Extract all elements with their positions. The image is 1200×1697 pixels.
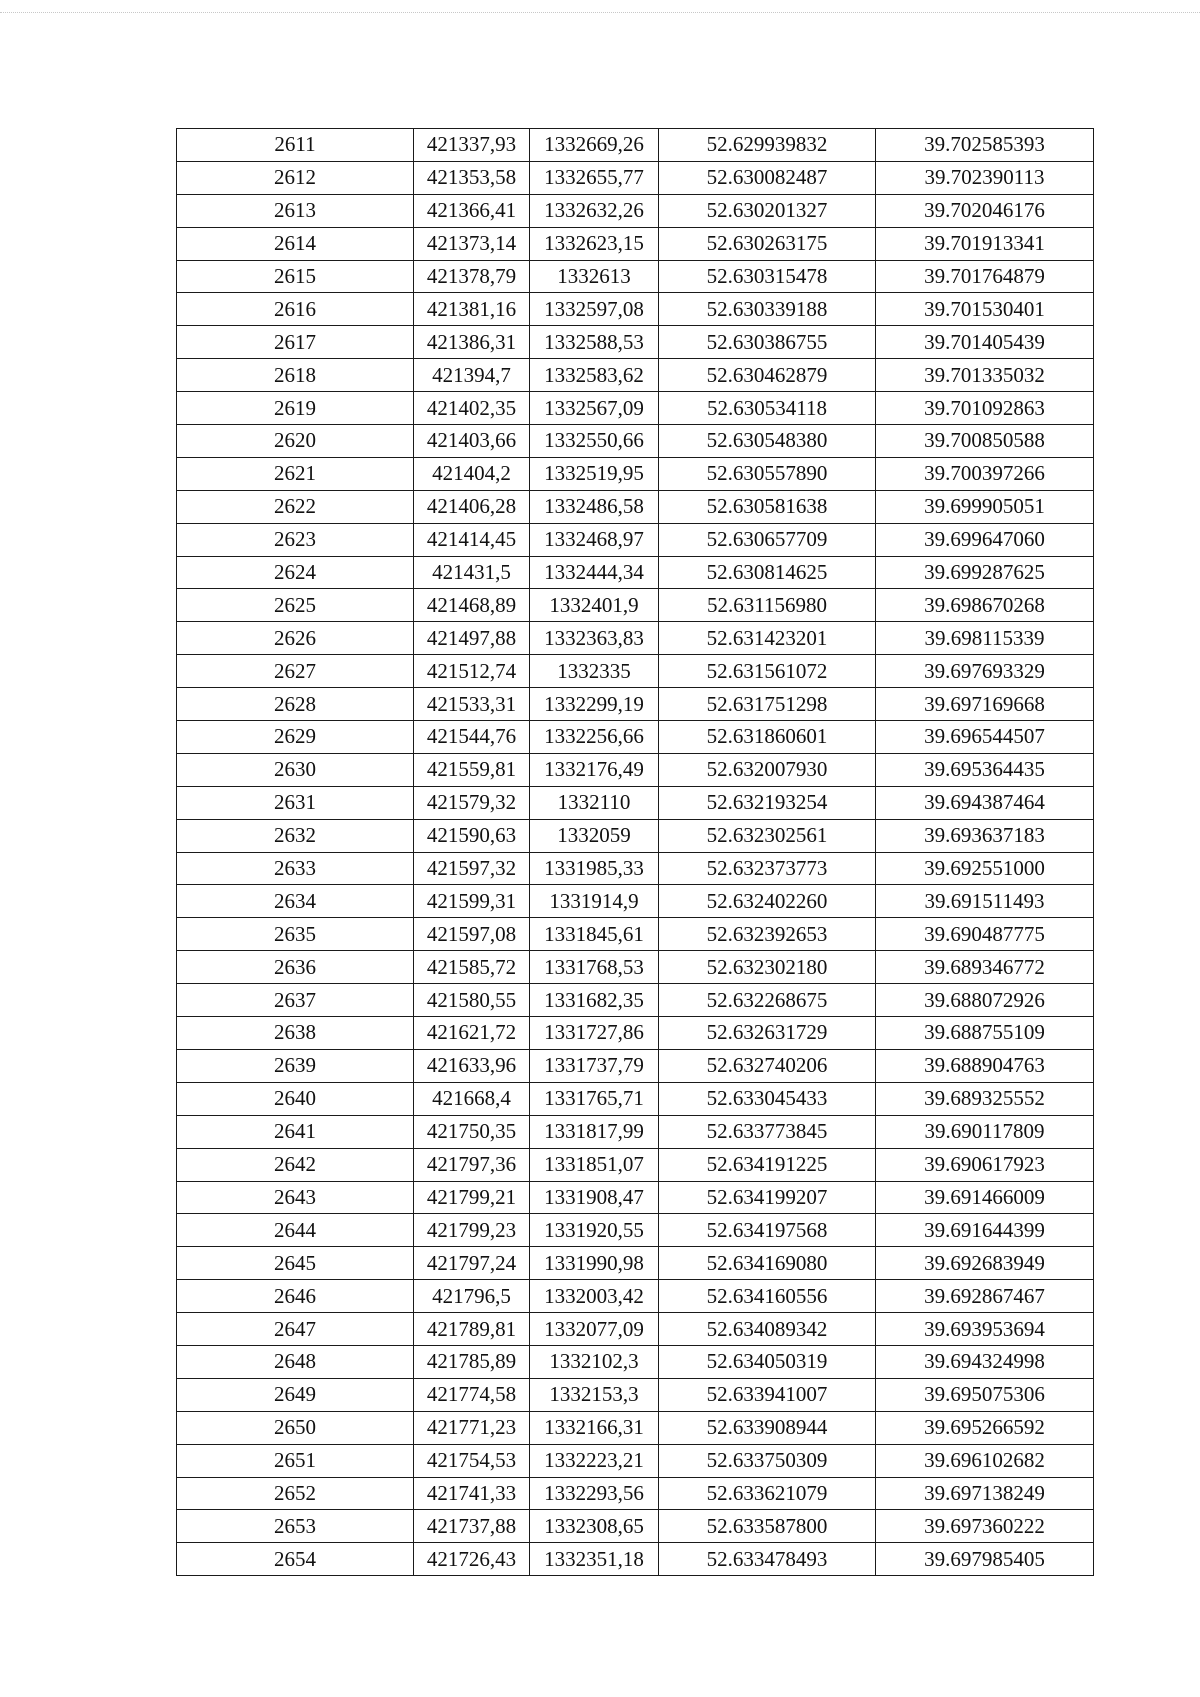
x-coordinate-cell: 421394,7	[414, 359, 530, 392]
latitude-cell: 52.634169080	[659, 1247, 876, 1280]
point-number-cell: 2645	[177, 1247, 414, 1280]
longitude-cell: 39.694324998	[876, 1345, 1094, 1378]
x-coordinate-cell: 421366,41	[414, 194, 530, 227]
latitude-cell: 52.632302561	[659, 819, 876, 852]
point-number-cell: 2647	[177, 1313, 414, 1346]
longitude-cell: 39.688072926	[876, 984, 1094, 1017]
y-coordinate-cell: 1332655,77	[530, 161, 659, 194]
table-row	[177, 457, 1094, 490]
point-number-cell: 2628	[177, 688, 414, 721]
table-row	[177, 589, 1094, 622]
point-number-cell: 2615	[177, 260, 414, 293]
longitude-cell: 39.702585393	[876, 129, 1094, 162]
point-number-cell: 2614	[177, 227, 414, 260]
point-number-cell: 2631	[177, 786, 414, 819]
coordinates-table	[176, 128, 1094, 1576]
table-row	[177, 1214, 1094, 1247]
table-row	[177, 1181, 1094, 1214]
y-coordinate-cell: 1332351,18	[530, 1543, 659, 1576]
table-row	[177, 1148, 1094, 1181]
longitude-cell: 39.701335032	[876, 359, 1094, 392]
latitude-cell: 52.633908944	[659, 1411, 876, 1444]
table-row	[177, 523, 1094, 556]
x-coordinate-cell: 421741,33	[414, 1477, 530, 1510]
table-row	[177, 392, 1094, 425]
latitude-cell: 52.634191225	[659, 1148, 876, 1181]
table-row	[177, 161, 1094, 194]
point-number-cell: 2618	[177, 359, 414, 392]
latitude-cell: 52.633621079	[659, 1477, 876, 1510]
latitude-cell: 52.633587800	[659, 1510, 876, 1543]
x-coordinate-cell: 421533,31	[414, 688, 530, 721]
latitude-cell: 52.631423201	[659, 622, 876, 655]
latitude-cell: 52.630581638	[659, 490, 876, 523]
y-coordinate-cell: 1332486,58	[530, 490, 659, 523]
y-coordinate-cell: 1331845,61	[530, 918, 659, 951]
table-row	[177, 129, 1094, 162]
point-number-cell: 2636	[177, 951, 414, 984]
y-coordinate-cell: 1331920,55	[530, 1214, 659, 1247]
x-coordinate-cell: 421597,32	[414, 852, 530, 885]
x-coordinate-cell: 421585,72	[414, 951, 530, 984]
y-coordinate-cell: 1332444,34	[530, 556, 659, 589]
y-coordinate-cell: 1332468,97	[530, 523, 659, 556]
point-number-cell: 2644	[177, 1214, 414, 1247]
longitude-cell: 39.691644399	[876, 1214, 1094, 1247]
table-row	[177, 1378, 1094, 1411]
point-number-cell: 2627	[177, 655, 414, 688]
latitude-cell: 52.634089342	[659, 1313, 876, 1346]
point-number-cell: 2620	[177, 425, 414, 458]
longitude-cell: 39.691511493	[876, 885, 1094, 918]
table-row	[177, 1411, 1094, 1444]
latitude-cell: 52.630315478	[659, 260, 876, 293]
table-row	[177, 1082, 1094, 1115]
table-row	[177, 227, 1094, 260]
point-number-cell: 2630	[177, 753, 414, 786]
table-row	[177, 359, 1094, 392]
longitude-cell: 39.701405439	[876, 326, 1094, 359]
x-coordinate-cell: 421512,74	[414, 655, 530, 688]
x-coordinate-cell: 421353,58	[414, 161, 530, 194]
x-coordinate-cell: 421774,58	[414, 1378, 530, 1411]
latitude-cell: 52.630557890	[659, 457, 876, 490]
longitude-cell: 39.691466009	[876, 1181, 1094, 1214]
top-dotted-rule	[0, 12, 1200, 13]
y-coordinate-cell: 1332623,15	[530, 227, 659, 260]
point-number-cell: 2612	[177, 161, 414, 194]
y-coordinate-cell: 1332077,09	[530, 1313, 659, 1346]
table-row	[177, 918, 1094, 951]
point-number-cell: 2640	[177, 1082, 414, 1115]
x-coordinate-cell: 421799,23	[414, 1214, 530, 1247]
point-number-cell: 2649	[177, 1378, 414, 1411]
latitude-cell: 52.631860601	[659, 721, 876, 754]
table-row	[177, 819, 1094, 852]
y-coordinate-cell: 1332669,26	[530, 129, 659, 162]
table-row	[177, 1247, 1094, 1280]
point-number-cell: 2643	[177, 1181, 414, 1214]
longitude-cell: 39.697693329	[876, 655, 1094, 688]
table-row	[177, 655, 1094, 688]
longitude-cell: 39.692867467	[876, 1280, 1094, 1313]
longitude-cell: 39.700397266	[876, 457, 1094, 490]
longitude-cell: 39.700850588	[876, 425, 1094, 458]
longitude-cell: 39.694387464	[876, 786, 1094, 819]
longitude-cell: 39.696102682	[876, 1444, 1094, 1477]
x-coordinate-cell: 421406,28	[414, 490, 530, 523]
point-number-cell: 2633	[177, 852, 414, 885]
x-coordinate-cell: 421590,63	[414, 819, 530, 852]
longitude-cell: 39.688904763	[876, 1049, 1094, 1082]
y-coordinate-cell: 1332059	[530, 819, 659, 852]
x-coordinate-cell: 421378,79	[414, 260, 530, 293]
table-row	[177, 786, 1094, 819]
latitude-cell: 52.630548380	[659, 425, 876, 458]
point-number-cell: 2626	[177, 622, 414, 655]
y-coordinate-cell: 1332110	[530, 786, 659, 819]
table-row	[177, 721, 1094, 754]
point-number-cell: 2634	[177, 885, 414, 918]
latitude-cell: 52.630534118	[659, 392, 876, 425]
y-coordinate-cell: 1331985,33	[530, 852, 659, 885]
latitude-cell: 52.634199207	[659, 1181, 876, 1214]
longitude-cell: 39.693637183	[876, 819, 1094, 852]
table-row	[177, 852, 1094, 885]
point-number-cell: 2639	[177, 1049, 414, 1082]
point-number-cell: 2622	[177, 490, 414, 523]
point-number-cell: 2653	[177, 1510, 414, 1543]
latitude-cell: 52.633941007	[659, 1378, 876, 1411]
longitude-cell: 39.702390113	[876, 161, 1094, 194]
x-coordinate-cell: 421402,35	[414, 392, 530, 425]
table-row	[177, 885, 1094, 918]
longitude-cell: 39.701092863	[876, 392, 1094, 425]
y-coordinate-cell: 1332003,42	[530, 1280, 659, 1313]
y-coordinate-cell: 1331817,99	[530, 1115, 659, 1148]
x-coordinate-cell: 421789,81	[414, 1313, 530, 1346]
point-number-cell: 2648	[177, 1345, 414, 1378]
table-row	[177, 326, 1094, 359]
y-coordinate-cell: 1331914,9	[530, 885, 659, 918]
point-number-cell: 2638	[177, 1017, 414, 1050]
point-number-cell: 2629	[177, 721, 414, 754]
x-coordinate-cell: 421381,16	[414, 293, 530, 326]
table-row	[177, 1345, 1094, 1378]
x-coordinate-cell: 421771,23	[414, 1411, 530, 1444]
y-coordinate-cell: 1332567,09	[530, 392, 659, 425]
x-coordinate-cell: 421726,43	[414, 1543, 530, 1576]
longitude-cell: 39.692683949	[876, 1247, 1094, 1280]
longitude-cell: 39.693953694	[876, 1313, 1094, 1346]
latitude-cell: 52.632193254	[659, 786, 876, 819]
table-row	[177, 984, 1094, 1017]
longitude-cell: 39.695364435	[876, 753, 1094, 786]
x-coordinate-cell: 421580,55	[414, 984, 530, 1017]
longitude-cell: 39.699287625	[876, 556, 1094, 589]
x-coordinate-cell: 421337,93	[414, 129, 530, 162]
latitude-cell: 52.630657709	[659, 523, 876, 556]
y-coordinate-cell: 1332299,19	[530, 688, 659, 721]
latitude-cell: 52.630201327	[659, 194, 876, 227]
point-number-cell: 2623	[177, 523, 414, 556]
x-coordinate-cell: 421797,24	[414, 1247, 530, 1280]
table-row	[177, 622, 1094, 655]
table-row	[177, 753, 1094, 786]
latitude-cell: 52.632402260	[659, 885, 876, 918]
table-row	[177, 556, 1094, 589]
y-coordinate-cell: 1331727,86	[530, 1017, 659, 1050]
point-number-cell: 2619	[177, 392, 414, 425]
latitude-cell: 52.630386755	[659, 326, 876, 359]
x-coordinate-cell: 421799,21	[414, 1181, 530, 1214]
longitude-cell: 39.701913341	[876, 227, 1094, 260]
longitude-cell: 39.695075306	[876, 1378, 1094, 1411]
y-coordinate-cell: 1332519,95	[530, 457, 659, 490]
point-number-cell: 2613	[177, 194, 414, 227]
point-number-cell: 2654	[177, 1543, 414, 1576]
point-number-cell: 2637	[177, 984, 414, 1017]
y-coordinate-cell: 1331768,53	[530, 951, 659, 984]
x-coordinate-cell: 421599,31	[414, 885, 530, 918]
table-row	[177, 1444, 1094, 1477]
y-coordinate-cell: 1331765,71	[530, 1082, 659, 1115]
table-row	[177, 1017, 1094, 1050]
latitude-cell: 52.630263175	[659, 227, 876, 260]
x-coordinate-cell: 421431,5	[414, 556, 530, 589]
point-number-cell: 2641	[177, 1115, 414, 1148]
y-coordinate-cell: 1331851,07	[530, 1148, 659, 1181]
point-number-cell: 2624	[177, 556, 414, 589]
point-number-cell: 2611	[177, 129, 414, 162]
point-number-cell: 2635	[177, 918, 414, 951]
longitude-cell: 39.699905051	[876, 490, 1094, 523]
point-number-cell: 2617	[177, 326, 414, 359]
y-coordinate-cell: 1332597,08	[530, 293, 659, 326]
table-row	[177, 490, 1094, 523]
y-coordinate-cell: 1332583,62	[530, 359, 659, 392]
x-coordinate-cell: 421559,81	[414, 753, 530, 786]
longitude-cell: 39.697360222	[876, 1510, 1094, 1543]
x-coordinate-cell: 421386,31	[414, 326, 530, 359]
x-coordinate-cell: 421785,89	[414, 1345, 530, 1378]
x-coordinate-cell: 421544,76	[414, 721, 530, 754]
latitude-cell: 52.634160556	[659, 1280, 876, 1313]
y-coordinate-cell: 1332176,49	[530, 753, 659, 786]
point-number-cell: 2621	[177, 457, 414, 490]
longitude-cell: 39.689346772	[876, 951, 1094, 984]
y-coordinate-cell: 1332401,9	[530, 589, 659, 622]
table-row	[177, 293, 1094, 326]
longitude-cell: 39.690117809	[876, 1115, 1094, 1148]
table-row	[177, 1543, 1094, 1576]
latitude-cell: 52.632373773	[659, 852, 876, 885]
y-coordinate-cell: 1332293,56	[530, 1477, 659, 1510]
table-row	[177, 1313, 1094, 1346]
longitude-cell: 39.695266592	[876, 1411, 1094, 1444]
longitude-cell: 39.690487775	[876, 918, 1094, 951]
y-coordinate-cell: 1332153,3	[530, 1378, 659, 1411]
coordinates-table-body	[177, 129, 1094, 1576]
table-row	[177, 1115, 1094, 1148]
y-coordinate-cell: 1332256,66	[530, 721, 659, 754]
x-coordinate-cell: 421403,66	[414, 425, 530, 458]
longitude-cell: 39.697985405	[876, 1543, 1094, 1576]
point-number-cell: 2642	[177, 1148, 414, 1181]
table-row	[177, 1049, 1094, 1082]
y-coordinate-cell: 1331908,47	[530, 1181, 659, 1214]
y-coordinate-cell: 1331737,79	[530, 1049, 659, 1082]
x-coordinate-cell: 421754,53	[414, 1444, 530, 1477]
latitude-cell: 52.633478493	[659, 1543, 876, 1576]
point-number-cell: 2632	[177, 819, 414, 852]
latitude-cell: 52.630462879	[659, 359, 876, 392]
latitude-cell: 52.631156980	[659, 589, 876, 622]
table-row	[177, 1510, 1094, 1543]
point-number-cell: 2651	[177, 1444, 414, 1477]
point-number-cell: 2650	[177, 1411, 414, 1444]
x-coordinate-cell: 421621,72	[414, 1017, 530, 1050]
y-coordinate-cell: 1332588,53	[530, 326, 659, 359]
y-coordinate-cell: 1331990,98	[530, 1247, 659, 1280]
x-coordinate-cell: 421633,96	[414, 1049, 530, 1082]
y-coordinate-cell: 1331682,35	[530, 984, 659, 1017]
latitude-cell: 52.634050319	[659, 1345, 876, 1378]
x-coordinate-cell: 421597,08	[414, 918, 530, 951]
y-coordinate-cell: 1332632,26	[530, 194, 659, 227]
longitude-cell: 39.692551000	[876, 852, 1094, 885]
longitude-cell: 39.690617923	[876, 1148, 1094, 1181]
latitude-cell: 52.632268675	[659, 984, 876, 1017]
longitude-cell: 39.698670268	[876, 589, 1094, 622]
longitude-cell: 39.698115339	[876, 622, 1094, 655]
x-coordinate-cell: 421373,14	[414, 227, 530, 260]
y-coordinate-cell: 1332308,65	[530, 1510, 659, 1543]
table-row	[177, 425, 1094, 458]
x-coordinate-cell: 421668,4	[414, 1082, 530, 1115]
latitude-cell: 52.633750309	[659, 1444, 876, 1477]
point-number-cell: 2646	[177, 1280, 414, 1313]
latitude-cell: 52.630814625	[659, 556, 876, 589]
latitude-cell: 52.633045433	[659, 1082, 876, 1115]
longitude-cell: 39.699647060	[876, 523, 1094, 556]
longitude-cell: 39.689325552	[876, 1082, 1094, 1115]
y-coordinate-cell: 1332613	[530, 260, 659, 293]
latitude-cell: 52.632007930	[659, 753, 876, 786]
latitude-cell: 52.632740206	[659, 1049, 876, 1082]
longitude-cell: 39.701530401	[876, 293, 1094, 326]
longitude-cell: 39.702046176	[876, 194, 1094, 227]
y-coordinate-cell: 1332223,21	[530, 1444, 659, 1477]
y-coordinate-cell: 1332550,66	[530, 425, 659, 458]
table-row	[177, 951, 1094, 984]
latitude-cell: 52.630082487	[659, 161, 876, 194]
x-coordinate-cell: 421414,45	[414, 523, 530, 556]
x-coordinate-cell: 421579,32	[414, 786, 530, 819]
x-coordinate-cell: 421750,35	[414, 1115, 530, 1148]
point-number-cell: 2625	[177, 589, 414, 622]
latitude-cell: 52.633773845	[659, 1115, 876, 1148]
x-coordinate-cell: 421404,2	[414, 457, 530, 490]
latitude-cell: 52.632302180	[659, 951, 876, 984]
longitude-cell: 39.688755109	[876, 1017, 1094, 1050]
longitude-cell: 39.701764879	[876, 260, 1094, 293]
latitude-cell: 52.631561072	[659, 655, 876, 688]
table-row	[177, 1477, 1094, 1510]
table-row	[177, 194, 1094, 227]
latitude-cell: 52.634197568	[659, 1214, 876, 1247]
x-coordinate-cell: 421796,5	[414, 1280, 530, 1313]
y-coordinate-cell: 1332166,31	[530, 1411, 659, 1444]
table-row	[177, 1280, 1094, 1313]
latitude-cell: 52.629939832	[659, 129, 876, 162]
x-coordinate-cell: 421497,88	[414, 622, 530, 655]
latitude-cell: 52.632631729	[659, 1017, 876, 1050]
y-coordinate-cell: 1332102,3	[530, 1345, 659, 1378]
table-row	[177, 260, 1094, 293]
latitude-cell: 52.631751298	[659, 688, 876, 721]
point-number-cell: 2616	[177, 293, 414, 326]
longitude-cell: 39.696544507	[876, 721, 1094, 754]
longitude-cell: 39.697138249	[876, 1477, 1094, 1510]
x-coordinate-cell: 421468,89	[414, 589, 530, 622]
y-coordinate-cell: 1332335	[530, 655, 659, 688]
table-row	[177, 688, 1094, 721]
x-coordinate-cell: 421737,88	[414, 1510, 530, 1543]
latitude-cell: 52.632392653	[659, 918, 876, 951]
y-coordinate-cell: 1332363,83	[530, 622, 659, 655]
latitude-cell: 52.630339188	[659, 293, 876, 326]
point-number-cell: 2652	[177, 1477, 414, 1510]
longitude-cell: 39.697169668	[876, 688, 1094, 721]
x-coordinate-cell: 421797,36	[414, 1148, 530, 1181]
